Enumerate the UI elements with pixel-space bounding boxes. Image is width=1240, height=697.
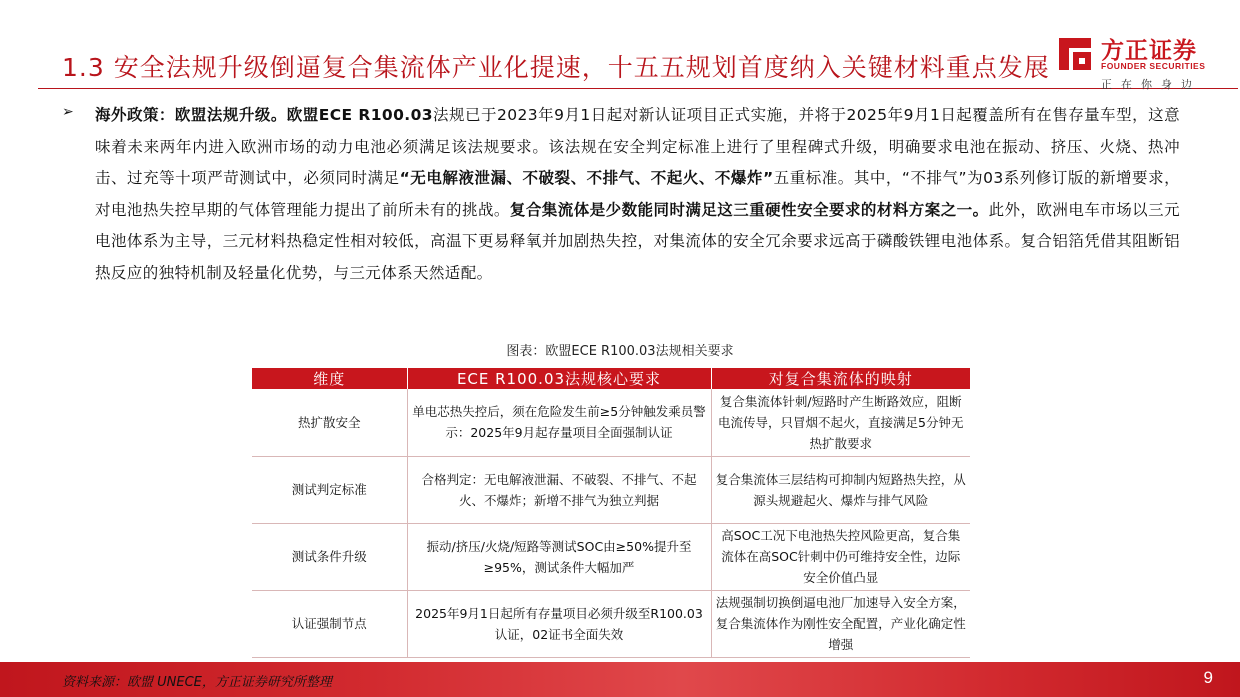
logo-slogan: 正在你身边 xyxy=(1101,78,1201,91)
table-cell: 复合集流体三层结构可抑制内短路热失控，从源头规避起火、爆炸与排气风险 xyxy=(711,456,970,523)
para-text-3: 此外，欧洲电车市场以三元电池体系为主导，三元材料热稳定性相对较低，高温下更易释氧并加剧热失控，对集流体的安全冗余要求远高于磷酸铁锂电池体系。复合铝箔凭借其阻断铝热反应的独特机制及轻量化优势，与三元体系天然适配。 xyxy=(95,200,1180,282)
table-row xyxy=(252,523,970,590)
column-header: ECE R100.03法规核心要求 xyxy=(407,368,711,389)
column-header: 维度 xyxy=(252,368,407,389)
page-number: 9 xyxy=(1203,668,1213,687)
para-lead-bold: 海外政策：欧盟法规升级。欧盟ECE R100.03 xyxy=(95,106,433,124)
table-cell: 法规强制切换倒逼电池厂加速导入安全方案，复合集流体作为刚性安全配置，产业化确定性增强 xyxy=(711,590,970,657)
table-cell: 高SOC工况下电池热失控风险更高，复合集流体在高SOC针刺中仍可维持安全性，边际安全价值凸显 xyxy=(711,523,970,590)
para-text-2: 五重标准。其中，“不排气”为03系列修订版的新增要求，对电池热失控早期的气体管理能力提出了前所未有的挑战。 xyxy=(95,169,1181,219)
para-conclusion-bold: 复合集流体是少数能同时满足这三重硬性安全要求的材料方案之一。 xyxy=(509,200,989,219)
footer-bar xyxy=(0,662,1240,697)
founder-logo-icon xyxy=(1055,34,1095,74)
table-cell: 测试判定标准 xyxy=(252,456,407,523)
table-cell: 热扩散安全 xyxy=(252,389,407,456)
table-cell: 认证强制节点 xyxy=(252,590,407,657)
logo-name-cn: 方正证券 xyxy=(1101,38,1197,64)
table-cell: 2025年9月1日起所有存量项目必须升级至R100.03认证，02证书全面失效 xyxy=(407,590,711,657)
table-cell: 振动/挤压/火烧/短路等测试SOC由≥50%提升至≥95%，测试条件大幅加严 xyxy=(407,523,711,590)
table-cell: 测试条件升级 xyxy=(252,523,407,590)
para-standards-bold: “无电解液泄漏、不破裂、不排气、不起火、不爆炸” xyxy=(399,169,774,187)
table-cell: 复合集流体针刺/短路时产生断路效应，阻断电流传导，只冒烟不起火，直接满足5分钟无热扩散要求 xyxy=(711,389,970,456)
table-row xyxy=(252,590,970,657)
bullet-arrow-icon: ➢ xyxy=(62,104,74,120)
column-header: 对复合集流体的映射 xyxy=(711,368,970,389)
table-header-row xyxy=(252,368,970,389)
page-title: 1.3 安全法规升级倒逼复合集流体产业化提速，十五五规划首度纳入关键材料重点发展 xyxy=(62,53,1050,82)
policy-paragraph xyxy=(95,100,1180,289)
table-caption: 图表：欧盟ECE R100.03法规相关要求 xyxy=(506,344,734,359)
regulation-table xyxy=(252,368,970,658)
para-text-1: 法规已于2023年9月1日起对新认证项目正式实施，并将于2025年9月1日起覆盖所有在售存量车型，这意味着未来两年内进入欧洲市场的动力电池必须满足该法规要求。该法规在安全判定标准上进行了里程碑式升级，明确要求电池在振动、挤压、火烧、热冲击、过充等十项严苛测试中，必须同时满足 xyxy=(95,106,1180,187)
table-cell: 单电芯热失控后，须在危险发生前≥5分钟触发乘员警示：2025年9月起存量项目全面强制认证 xyxy=(407,389,711,456)
logo-name-en: FOUNDER SECURITIES xyxy=(1101,61,1206,71)
table-row xyxy=(252,389,970,456)
company-logo xyxy=(1055,32,1225,94)
table-row xyxy=(252,456,970,523)
source-note: 资料来源：欧盟 UNECE，方正证券研究所整理 xyxy=(62,675,332,690)
table-cell: 合格判定：无电解液泄漏、不破裂、不排气、不起火、不爆炸；新增不排气为独立判据 xyxy=(407,456,711,523)
